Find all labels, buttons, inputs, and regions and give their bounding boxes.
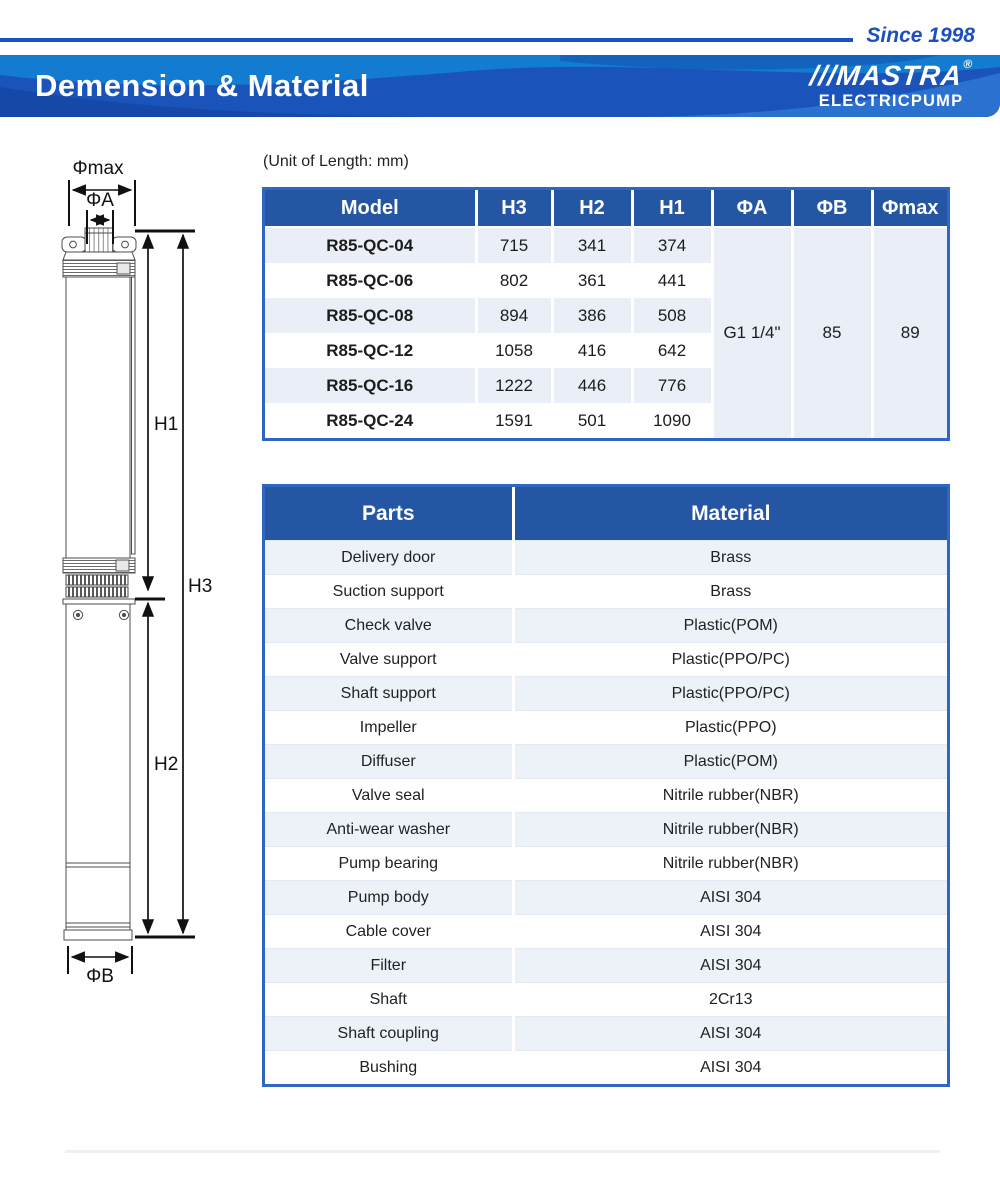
table-row — [265, 541, 947, 575]
col-header-h3: H3 — [476, 190, 552, 227]
col-header-h1: H1 — [632, 190, 712, 227]
h2-cell: 501 — [552, 403, 632, 438]
logo-subtext: ELECTRICPUMP — [818, 92, 964, 110]
col-header-phiB: ΦB — [792, 190, 872, 227]
h1-cell: 642 — [632, 333, 712, 368]
material-cell: Plastic(PPO/PC) — [513, 643, 947, 677]
part-cell: Valve support — [265, 643, 513, 677]
col-header-phiA: ΦA — [712, 190, 792, 227]
dim-label-h1: H1 — [154, 414, 179, 435]
table-row — [265, 983, 947, 1017]
col-header-material: Material — [513, 487, 947, 541]
material-cell: Brass — [513, 575, 947, 609]
col-header-model: Model — [265, 190, 476, 227]
h1-cell: 441 — [632, 263, 712, 298]
material-cell: Brass — [513, 541, 947, 575]
parts-header-row — [265, 487, 947, 541]
table-row — [265, 881, 947, 915]
material-cell: Nitrile rubber(NBR) — [513, 813, 947, 847]
part-cell: Bushing — [265, 1051, 513, 1085]
table-row — [265, 949, 947, 983]
material-cell: Nitrile rubber(NBR) — [513, 847, 947, 881]
pump-outline — [62, 228, 136, 940]
dim-label-h3: H3 — [188, 576, 213, 597]
part-cell: Pump bearing — [265, 847, 513, 881]
model-cell: R85-QC-04 — [265, 227, 476, 263]
h2-cell: 416 — [552, 333, 632, 368]
table-row — [265, 609, 947, 643]
logo-brand-text: MASTRA — [834, 60, 964, 91]
h1-cell: 374 — [632, 227, 712, 263]
part-cell: Filter — [265, 949, 513, 983]
table-row — [265, 575, 947, 609]
material-cell: AISI 304 — [513, 881, 947, 915]
registered-trademark-icon: ® — [962, 57, 974, 71]
since-text: Since 1998 — [866, 24, 975, 47]
model-cell: R85-QC-12 — [326, 340, 414, 360]
material-cell: Plastic(PPO/PC) — [513, 677, 947, 711]
dim-label-phiA: ΦA — [86, 190, 114, 211]
material-cell: Plastic(POM) — [513, 609, 947, 643]
pump-technical-drawing — [20, 140, 260, 1020]
part-cell: Pump body — [265, 881, 513, 915]
material-cell: 2Cr13 — [513, 983, 947, 1017]
h3-cell: 1058 — [476, 333, 552, 368]
h3-cell: 894 — [476, 298, 552, 333]
shared-phiB-cell: 85 — [792, 227, 872, 438]
material-cell: AISI 304 — [513, 1051, 947, 1085]
shared-phiA-cell: G1 1/4" — [712, 227, 792, 438]
pump-drawing-svg — [20, 140, 260, 1020]
h1-cell: 1090 — [632, 403, 712, 438]
material-cell: Nitrile rubber(NBR) — [513, 779, 947, 813]
part-cell: Shaft support — [265, 677, 513, 711]
h2-cell: 446 — [552, 368, 632, 403]
model-cell: R85-QC-06 — [326, 270, 414, 290]
dim-header-row — [265, 190, 947, 227]
part-cell: Impeller — [265, 711, 513, 745]
table-row — [265, 915, 947, 949]
part-cell: Suction support — [265, 575, 513, 609]
part-cell: Delivery door — [265, 541, 513, 575]
brand-logo — [808, 57, 974, 110]
parts-material-table — [262, 484, 950, 1087]
dim-label-h2: H2 — [154, 754, 179, 775]
dim-label-phiB: ΦB — [86, 966, 114, 987]
shared-phimax-cell: 89 — [872, 227, 947, 438]
part-cell: Anti-wear washer — [265, 813, 513, 847]
col-header-phimax: Φmax — [872, 190, 947, 227]
page-title: Demension & Material — [35, 68, 369, 103]
table-row — [265, 1051, 947, 1085]
top-divider-line — [0, 38, 853, 42]
part-cell: Diffuser — [265, 745, 513, 779]
table-row — [265, 711, 947, 745]
h3-cell: 1591 — [476, 403, 552, 438]
model-cell: R85-QC-08 — [265, 298, 476, 333]
dim-label-phimax: Φmax — [72, 158, 124, 179]
table-row — [265, 813, 947, 847]
logo-wordmark — [808, 57, 974, 91]
header-banner — [0, 55, 1000, 117]
table-row — [265, 1017, 947, 1051]
material-cell: AISI 304 — [513, 1017, 947, 1051]
model-cell: R85-QC-16 — [265, 368, 476, 403]
table-row — [265, 745, 947, 779]
h2-cell: 386 — [552, 298, 632, 333]
part-cell: Cable cover — [265, 915, 513, 949]
material-cell: Plastic(POM) — [513, 745, 947, 779]
material-cell: AISI 304 — [513, 915, 947, 949]
h2-cell: 341 — [552, 227, 632, 263]
table-row — [265, 677, 947, 711]
h3-cell: 1222 — [476, 368, 552, 403]
logo-slashes-icon: /// — [808, 60, 839, 91]
part-cell: Shaft — [265, 983, 513, 1017]
h1-cell: 508 — [632, 298, 712, 333]
table-row — [265, 847, 947, 881]
part-cell: Check valve — [265, 609, 513, 643]
material-cell: AISI 304 — [513, 949, 947, 983]
table-row — [265, 227, 947, 263]
model-cell: R85-QC-24 — [326, 410, 414, 430]
part-cell: Shaft coupling — [265, 1017, 513, 1051]
h1-cell: 776 — [632, 368, 712, 403]
table-row — [265, 779, 947, 813]
unit-note: (Unit of Length: mm) — [263, 153, 409, 170]
h3-cell: 715 — [476, 227, 552, 263]
h2-cell: 361 — [552, 263, 632, 298]
table-row — [265, 643, 947, 677]
dimensions-table — [262, 187, 950, 441]
material-cell: Plastic(PPO) — [513, 711, 947, 745]
h3-cell: 802 — [476, 263, 552, 298]
col-header-h2: H2 — [552, 190, 632, 227]
footer-divider-line — [65, 1150, 940, 1153]
col-header-parts: Parts — [265, 487, 513, 541]
part-cell: Valve seal — [265, 779, 513, 813]
